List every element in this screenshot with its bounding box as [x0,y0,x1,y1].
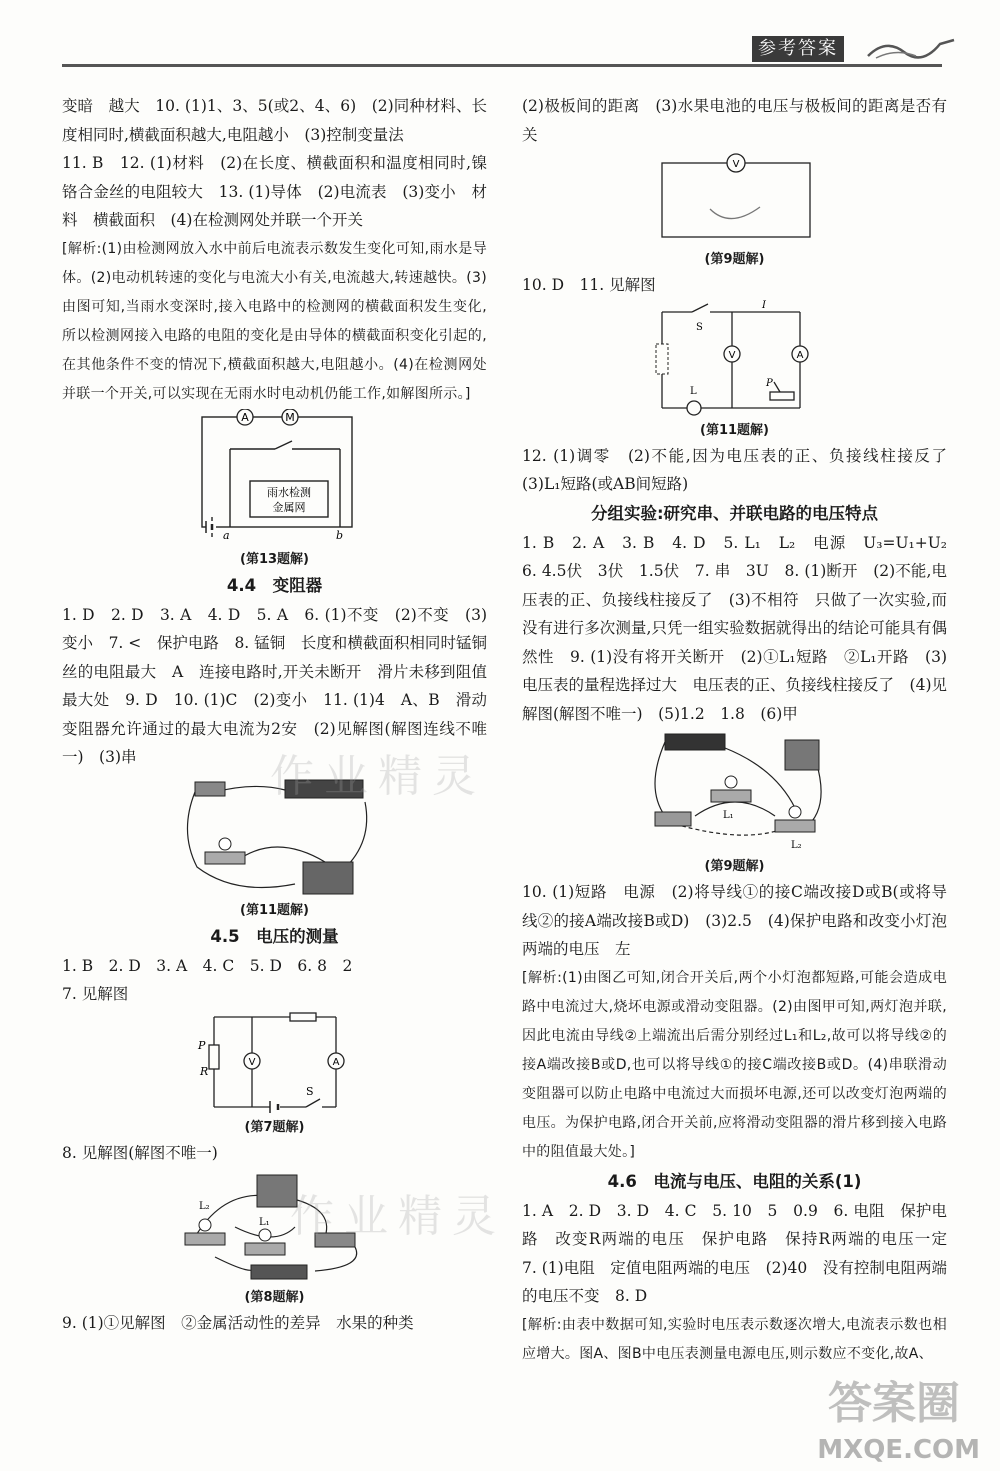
slider-label: P [197,1038,205,1052]
caption-9a: (第9题解) [704,252,765,267]
label-l1: L₁ [258,1217,270,1228]
circuit-9b-photo [635,728,835,854]
caption-11-right: (第11题解) [700,422,769,438]
right-paragraph-1: (2)极板间的距离 (3)水果电池的电压与极板间的距离是否有关 [522,97,947,144]
left-q7: 7. 见解图 [62,985,129,1003]
resistor-label: R [199,1064,208,1078]
switch-icon [655,812,691,826]
watermark-1: 作业精灵 [270,751,486,802]
right-analysis-10: [解析:(1)由图乙可知,闭合开关后,两个小灯泡都短路,可能会造成电路中电流过大,烧坏电源或滑动变阻器。(2)由图甲可知,两灯泡并联,因此电流由导线②上端流出后需分别经过L₁和L₂,故可以将导线②的接A端改接B或D,也可以将导线①的接C端改接B或D。(4)串联滑动变阻器可以防止电路中电流过大而损坏电源,还可以改变灯泡两端的电压。为保护电路,闭合开关前,应将滑动变阻器的滑片移到接入电路中的阻值最大处。] [522,969,947,1160]
figure-7 [62,1009,487,1117]
detector-label-1: 雨水检测 [266,485,311,499]
figure-9b [522,728,947,856]
header-swoosh-icon [866,34,956,62]
left-q8: 8. 见解图(解图不唯一) [62,1143,218,1162]
figure-13 [62,409,487,549]
battery-icon [303,862,353,894]
ammeter-label: A [332,1056,339,1068]
header-badge: 参考答案 [752,36,844,62]
circuit-13-diagram [190,409,360,541]
figure-11-right [522,300,947,420]
voltmeter-label: V [732,159,739,170]
left-paragraph-1: 变暗 越大 10. (1)1、3、5(或2、4、6) (2)同种材料、长度相同时,横截面积越大,电阻越小 (3)控制变量法 [62,97,487,144]
battery-icon [665,734,725,750]
circuit-11-diagram [650,300,820,418]
lamp-icon [687,401,701,415]
caption-11-left: (第11题解) [240,902,309,918]
voltmeter-icon [785,740,819,770]
caption-8: (第8题解) [244,1290,305,1305]
motor-label: M [284,410,295,424]
point-b: b [335,528,343,541]
circuit-9a-diagram [650,149,820,247]
voltmeter-label: V [728,349,735,361]
caption-9b: (第9题解) [704,859,765,874]
right-paragraph-2: 10. D 11. 见解图 [522,276,656,294]
left-analysis-13: [解析:(1)由检测网放入水中前后电流表示数发生变化可知,雨水是导体。(2)电动机转速的变化与电流大小有关,电流越大,转速越快。(3)由图可知,当雨水变深时,接入电路中的检测网的横截面积发生变化,所以检测网接入电路的电阻的变化是由导体的横截面积变化引起的,在其他条件不变的情况下,横截面积越大,电阻越小。(4)在检测网处并联一个开关,可以实现在无雨水时电动机仍能工作,如解图所示。] [62,240,487,402]
current-label: I [761,299,766,311]
left-answers-4-5: 1. B 2. D 3. A 4. C 5. D 6. 8 2 [62,956,353,975]
bulb-base-icon [205,852,245,864]
lamp-label: L [689,385,697,397]
label-l1: L₁ [722,810,734,821]
detector-label-2: 金属网 [272,500,305,514]
footer-site: MXQE.COM [817,1435,980,1465]
bulb-icon [219,838,231,850]
section-4-5-title: 4.5 电压的测量 [210,926,339,946]
point-a: a [222,528,230,541]
bulb-l1-icon [725,776,737,788]
section-4-4-title: 4.4 变阻器 [226,575,323,595]
bulb-l2-icon [199,1219,211,1231]
header-rule [62,64,942,67]
voltmeter-label: V [248,1056,255,1068]
ammeter-label: A [796,349,803,361]
bulb-l2-icon [789,806,801,818]
slider-label: P [765,377,773,389]
right-answers-4-6: 1. A 2. D 3. D 4. C 5. 10 5 0.9 6. 电阻 保护电路 改变R两端的电压 保护电路 保持R两端的电压一定 7. (1)电阻 定值电阻两端的电压 (2)40 没有控制电阻两端的电压不变 8. D [522,1201,963,1305]
circuit-7-diagram [190,1009,360,1115]
right-analysis-8: [解析:由表中数据可知,实验时电压表示数逐次增大,电流表示数也相应增大。图A、图B中电压表测量电源电压,则示数应不变化,故A、 [522,1316,947,1362]
ammeter-label: A [240,410,249,424]
right-paragraph-3: 12. (1)调零 (2)不能,因为电压表的正、负接线柱接反了 (3)L₁短路(或AB间短路) [522,446,963,493]
left-answers-4-4: 1. D 2. D 3. A 4. D 5. A 6. (1)不变 (2)不变 (3)变小 7. < 保护电路 8. 锰铜 长度和横截面积相同时锰铜丝的电阻最大 A 连接电路时,开关未断开 滑片未移到阻值最大处 9. D 10. (1)C (2)变小 11. (1)4 A、B 滑动变阻器允许通过的最大电流为2安 (2)见解图(解图连线不唯一) (3)串 [62,605,487,766]
left-paragraph-2: 11. B 12. (1)材料 (2)在长度、横截面积和温度相同时,镍铬合金丝的电阻较大 13. (1)导体 (2)电流表 (3)变小 材料 横截面积 (4)在检测网处并联一个开关 [62,154,487,229]
label-l2: L₂ [790,840,802,851]
battery-icon [251,1265,307,1279]
switch-label: S [695,321,703,333]
right-column [522,92,963,1369]
figure-9a [522,149,947,249]
caption-13: (第13题解) [240,551,309,567]
section-4-6-title: 4.6 电流与电压、电阻的关系(1) [607,1171,862,1191]
footer-logo: 答案圈 [828,1378,960,1429]
watermark-2: 作业精灵 [290,1191,506,1242]
left-q9: 9. (1)①见解图 ②金属活动性的差异 水果的种类 [62,1314,414,1332]
bulb-l1-icon [259,1229,271,1241]
battery-icon [656,344,668,374]
label-l2: L₂ [198,1201,210,1212]
switch-label: S [305,1084,314,1098]
caption-7: (第7题解) [244,1119,305,1135]
left-column [62,92,487,1338]
right-q10: 10. (1)短路 电源 (2)将导线①的接C端改接D或B(或将导线②的接A端改接B或D) (3)2.5 (4)保护电路和改变小灯泡两端的电压 左 [522,883,947,958]
section-experiment-title: 分组实验:研究串、并联电路的电压特点 [590,503,879,523]
right-answers-experiment: 1. B 2. A 3. B 4. D 5. L₁ L₂ 电源 U₃=U₁+U₂ 6. 4.5伏 3伏 1.5伏 7. 串 3U 8. (1)断开 (2)不能,电压表的正、负接线柱接反了 (3)不相符 只做了一次实验,而没有进行多次测量,只凭一组实验数据就得出的结论可能具有偶然性 9. (1)没有将开关断开 (2)①L₁短路 ②L₁开路 (3)电压表的量程选择过大 电压表的正、负接线柱接反了 (4)见解图(解图不唯一) (5)1.2 1.8 (6)甲 [522,533,963,723]
switch-icon [195,782,225,796]
